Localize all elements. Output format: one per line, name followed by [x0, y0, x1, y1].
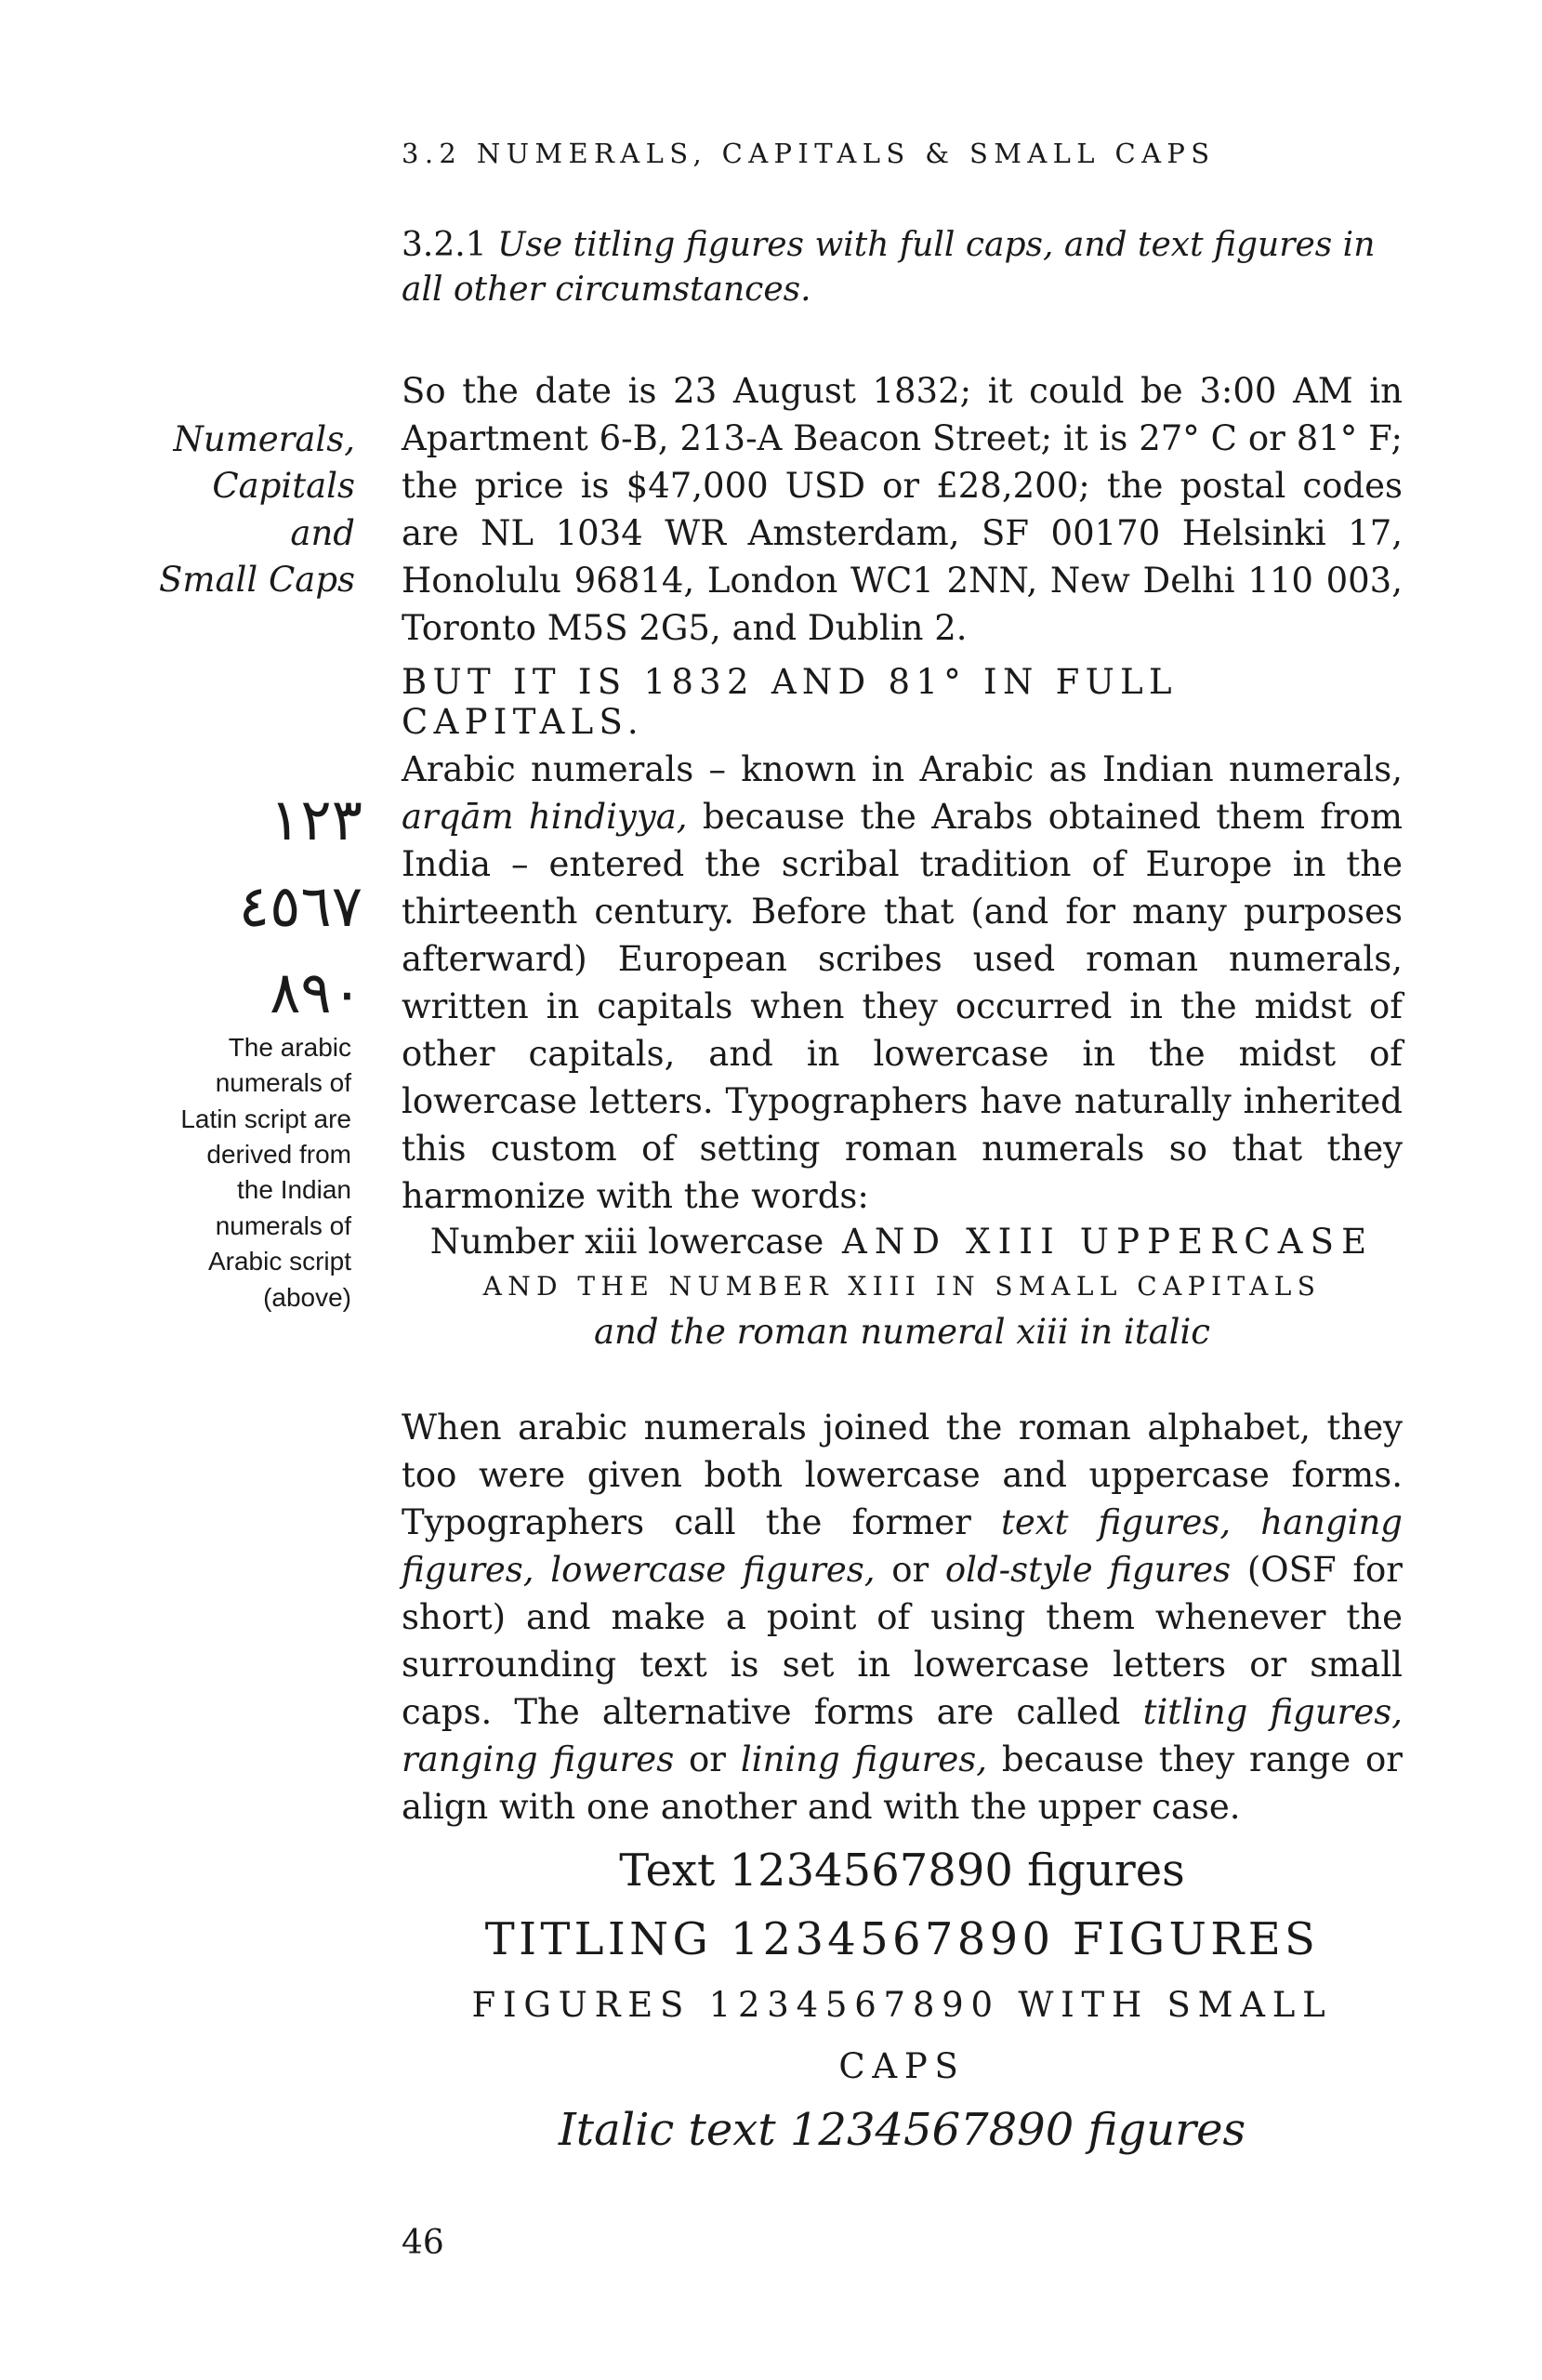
small-caps-figures-sample: FIGURES 1234567890 WITH SMALL CAPS	[471, 1984, 1333, 2087]
page-number: 46	[402, 2224, 444, 2262]
example-italic: and the roman numeral xiii in italic	[593, 1311, 1211, 1352]
margin-note-line: Numerals,	[173, 419, 355, 459]
paragraph-figure-forms	[402, 1404, 1403, 1831]
paragraph-text: Arabic numerals – known in Arabic as Indian numerals,	[402, 749, 1403, 789]
example-lowercase-uppercase	[402, 1218, 1403, 1266]
rule-text: Use titling figures with full caps, and text figures in all other circumstances.	[402, 226, 1376, 310]
arabic-numerals-caption	[112, 1030, 351, 1316]
figures-display	[402, 1836, 1403, 2163]
paragraph-arabic-history	[402, 746, 1403, 1220]
arabic-numerals-figure	[130, 776, 362, 1036]
roman-numeral-examples	[402, 1218, 1403, 1355]
margin-note-line: Capitals	[212, 466, 355, 507]
margin-note	[93, 416, 355, 603]
caption-line: derived from	[206, 1140, 351, 1170]
full-capitals-line: BUT IT IS 1832 AND 81° IN FULL CAPITALS.	[402, 662, 1178, 742]
paragraph-italic-term: lining figures,	[740, 1739, 988, 1780]
paragraph-text: because the Arabs obtained them from India – entered the scribal tradition of Europe in the thirteenth century. Before that (and for many purposes afterward) European scribes used roman numerals, written in capitals when they occurred in the midst of other capitals, and in lowercase in the midst of lowercase letters. Typographers have naturally inherited this custom of setting roman numerals so that they harmonize with the words:	[402, 797, 1403, 1217]
paragraph-text: or	[674, 1739, 741, 1780]
text-figures-sample: Text 1234567890 figures	[619, 1844, 1185, 1897]
paragraph-italic-term: titling figures, ranging figures	[402, 1692, 1403, 1780]
arabic-numerals-row: ١٢٣	[270, 786, 362, 853]
titling-figures-sample: TITLING 1234567890 FIGURES	[484, 1913, 1320, 1966]
paragraph-italic-term: text figures, hanging figures, lowercase figures,	[402, 1502, 1403, 1591]
paragraph-text: or	[875, 1550, 945, 1591]
paragraph-italic-term: arqām hindiyya,	[402, 797, 688, 838]
example-uppercase: AND XIII UPPERCASE	[842, 1222, 1375, 1262]
example-lowercase: Number xiii lowercase	[429, 1222, 824, 1262]
paragraph-text: because they range or align with one another and with the upper case.	[402, 1739, 1403, 1828]
caption-line: the Indian	[237, 1175, 351, 1205]
rule-number: 3.2.1	[402, 226, 487, 264]
arabic-numerals-row: ٤٥٦٧	[238, 872, 362, 940]
paragraph-text: (OSF for short) and make a point of using them whenever the surrounding text is set in lowercase letters or small caps. The alternative forms are called	[402, 1550, 1403, 1733]
caption-line: The arabic	[228, 1033, 351, 1062]
italic-figures-sample: Italic text 1234567890 figures	[558, 2103, 1246, 2156]
rule-statement	[402, 223, 1401, 312]
caption-line: numerals of	[215, 1068, 351, 1098]
caption-line: (above)	[263, 1282, 351, 1312]
caption-line: numerals of	[215, 1210, 351, 1240]
example-small-capitals: AND THE NUMBER XIII IN SMALL CAPITALS	[482, 1270, 1322, 1302]
paragraph-text: When arabic numerals joined the roman alphabet, they too were given both lowercase and uppercase forms. Typographers call the former	[402, 1408, 1403, 1543]
caption-line: Arabic script	[207, 1247, 351, 1276]
margin-note-line: Small Caps	[159, 559, 355, 600]
arabic-numerals-row: ٨٩٠	[270, 959, 362, 1026]
paragraph-dates-example: So the date is 23 August 1832; it could be 3:00 AM in Apartment 6-B, 213-A Beacon Street; it is 27° C or 81° F; the price is $47,000 USD or £28,200; the postal codes are NL 1034 WR Amsterdam, SF 00170 Helsinki 17, Honolulu 96814, London WC1 2NN, New Delhi 110 003, Toronto M5S 2G5, and Dublin 2.	[402, 371, 1403, 649]
margin-note-line: and	[290, 512, 355, 553]
running-head: 3.2 NUMERALS, CAPITALS & SMALL CAPS	[402, 138, 1216, 169]
paragraph-italic-term: old-style figures	[944, 1550, 1232, 1591]
caption-line: Latin script are	[180, 1104, 351, 1133]
